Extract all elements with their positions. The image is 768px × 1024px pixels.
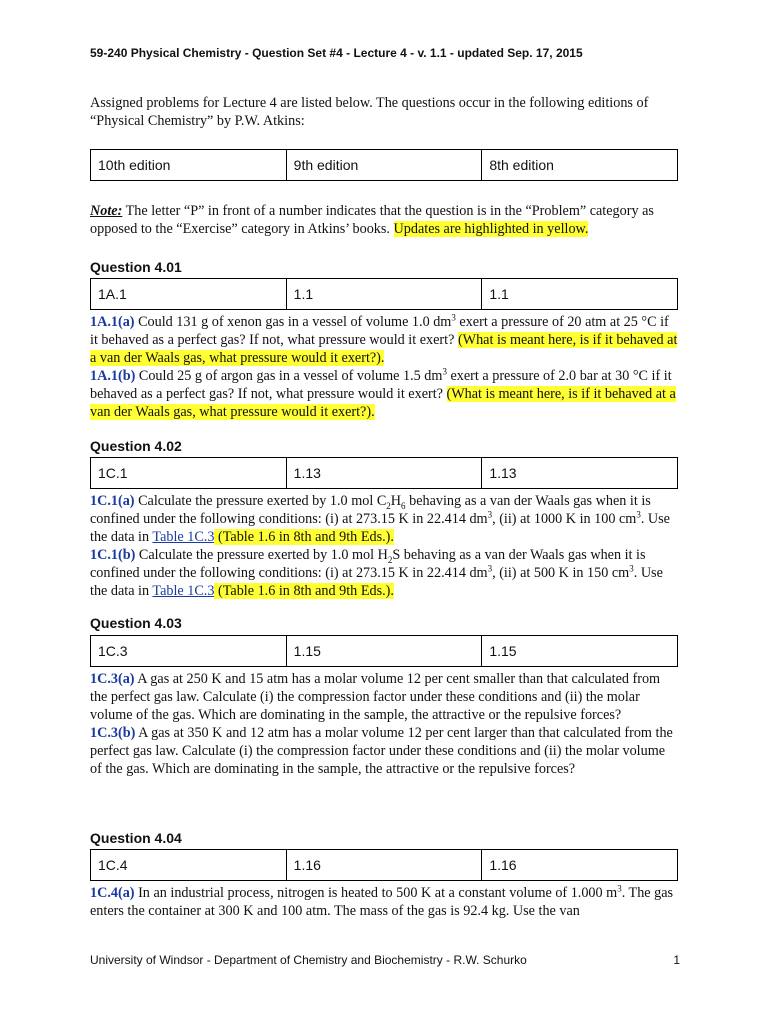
superscript: 3 <box>451 312 456 323</box>
reference-cell: 1A.1 <box>91 279 287 310</box>
reference-cell: 1.15 <box>482 636 678 667</box>
question-heading: Question 4.02 <box>90 438 182 454</box>
question-reference-table <box>90 278 678 310</box>
question-text: Could 25 g of argon gas in a vessel of volume 1.5 dm <box>135 368 443 384</box>
superscript: 3 <box>617 883 622 894</box>
page-number: 1 <box>673 953 680 967</box>
note-text: The letter “P” in front of a number indicates that the question is in the “Problem” category as opposed to the “Exercise” category in Atkins’ books. <box>90 203 654 237</box>
reference-cell: 1C.3 <box>91 636 287 667</box>
question-body <box>90 313 680 421</box>
intro-paragraph: Assigned problems for Lecture 4 are listed below. The questions occur in the following editions of “Physical Chemistry” by P.W. Atkins: <box>90 95 649 129</box>
page-footer <box>90 953 680 967</box>
question-id: 1C.1(b) <box>90 547 136 563</box>
question-body <box>90 670 680 778</box>
question-text: A gas at 350 K and 12 atm has a molar volume 12 per cent larger than that calculated from the perfect gas law. Calculate (i) the compression factor under these conditions and (ii) the molar volume of the gas. Which are dominating in the sample, the attractive or the repulsive forces? <box>90 725 673 777</box>
question-id: 1A.1(b) <box>90 368 136 384</box>
highlighted-text: (What is meant here, is if it behaved at a van der Waals gas, what pressure would it exert?). <box>90 332 678 366</box>
question-text: . Use the data in <box>90 565 663 599</box>
question-part <box>90 884 680 920</box>
question-id: 1C.3(a) <box>90 671 135 687</box>
question-part <box>90 546 680 600</box>
question-reference-table <box>90 635 678 667</box>
question-text: , (ii) at 500 K in 150 cm <box>492 565 630 581</box>
question-id: 1C.4(a) <box>90 885 135 901</box>
question-text: Could 131 g of xenon gas in a vessel of volume 1.0 dm <box>134 314 452 330</box>
reference-cell: 1.1 <box>286 279 482 310</box>
question-part <box>90 724 680 778</box>
question-id: 1C.3(b) <box>90 725 136 741</box>
question-part <box>90 367 680 421</box>
edition-cell: 8th edition <box>482 150 678 181</box>
page-header: 59-240 Physical Chemistry - Question Set #4 - Lecture 4 - v. 1.1 - updated Sep. 17, 2015 <box>90 46 583 60</box>
superscript: 3 <box>442 366 447 377</box>
reference-cell: 1.1 <box>482 279 678 310</box>
question-text: exert a pressure of 20 atm at 25 °C if it behaved as a perfect gas? If not, what pressure would it exert? <box>90 314 669 348</box>
reference-cell: 1.16 <box>482 850 678 881</box>
highlighted-text: (Table 1.6 in 8th and 9th Eds.). <box>214 529 394 545</box>
table-link[interactable]: Table 1C.3 <box>152 583 215 599</box>
note-paragraph <box>90 202 690 238</box>
superscript: 3 <box>487 509 493 520</box>
question-body <box>90 492 680 600</box>
superscript: 3 <box>487 563 493 574</box>
question-text: , (ii) at 1000 K in 100 cm <box>492 511 637 527</box>
question-text: Calculate the pressure exerted by 1.0 mol H <box>135 547 388 563</box>
question-part <box>90 313 680 367</box>
question-part <box>90 670 680 724</box>
highlighted-text: (What is meant here, is if it behaved at a van der Waals gas, what pressure would it exert?). <box>90 386 676 420</box>
question-heading: Question 4.03 <box>90 615 182 631</box>
question-text: In an industrial process, nitrogen is heated to 500 K at a constant volume of 1.000 m <box>134 885 618 901</box>
footer-text: University of Windsor - Department of Chemistry and Biochemistry - R.W. Schurko <box>90 953 527 967</box>
note-label: Note: <box>90 203 123 219</box>
table-link[interactable]: Table 1C.3 <box>152 529 215 545</box>
question-text: . Use the data in <box>90 511 670 545</box>
edition-cell: 10th edition <box>91 150 287 181</box>
question-heading: Question 4.04 <box>90 830 182 846</box>
question-text: H <box>390 493 402 509</box>
highlighted-text: (Table 1.6 in 8th and 9th Eds.). <box>214 583 394 599</box>
reference-cell: 1.13 <box>286 458 482 489</box>
subscript: 6 <box>401 500 406 511</box>
question-text: behaving as a van der Waals gas when it is confined under the following conditions: (i) at 273.15 K in 22.414 dm <box>90 493 651 527</box>
question-text: S behaving as a van der Waals gas when it is confined under the following conditions: (i) at 273.15 K in 22.414 dm <box>90 547 646 581</box>
question-text: Calculate the pressure exerted by 1.0 mol C <box>134 493 387 509</box>
question-reference-table <box>90 457 678 489</box>
question-text: exert a pressure of 2.0 bar at 30 °C if it behaved as a perfect gas? If not, what pressure would it exert? <box>90 368 672 402</box>
superscript: 3 <box>629 563 634 574</box>
question-heading: Question 4.01 <box>90 259 182 275</box>
superscript: 3 <box>636 509 641 520</box>
reference-cell: 1C.4 <box>91 850 287 881</box>
question-id: 1A.1(a) <box>90 314 135 330</box>
reference-cell: 1.15 <box>286 636 482 667</box>
question-text: A gas at 250 K and 15 atm has a molar volume 12 per cent smaller than that calculated from the perfect gas law. Calculate (i) the compression factor under these conditions and (ii) the molar volume of the gas. Which are dominating in the sample, the attractive or the repulsive forces? <box>90 671 661 723</box>
subscript: 2 <box>387 554 393 565</box>
question-body <box>90 884 680 920</box>
editions-table <box>90 149 678 181</box>
question-id: 1C.1(a) <box>90 493 135 509</box>
edition-cell: 9th edition <box>286 150 482 181</box>
question-reference-table <box>90 849 678 881</box>
subscript: 2 <box>386 500 391 511</box>
reference-cell: 1C.1 <box>91 458 287 489</box>
reference-cell: 1.16 <box>286 850 482 881</box>
reference-cell: 1.13 <box>482 458 678 489</box>
question-text: . The gas enters the container at 300 K and 100 atm. The mass of the gas is 92.4 kg. Use the van <box>90 885 674 919</box>
question-part <box>90 492 680 546</box>
note-highlight: Updates are highlighted in yellow. <box>393 221 589 237</box>
